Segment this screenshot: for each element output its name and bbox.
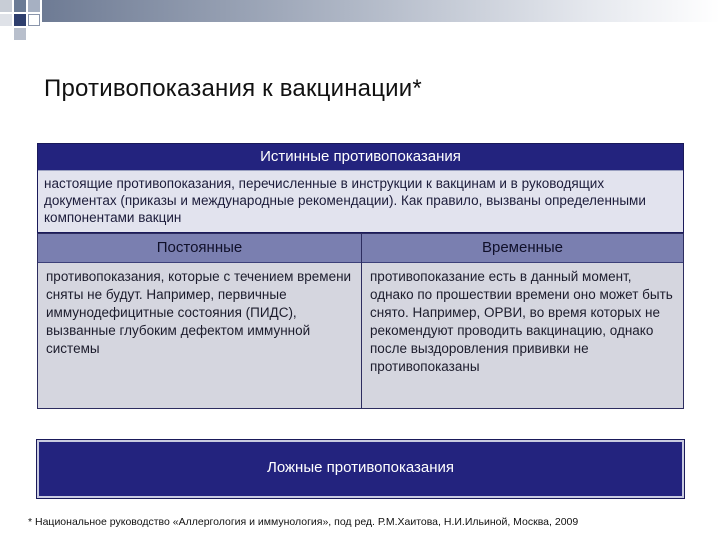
temporary-header: Временные bbox=[362, 234, 683, 263]
decor-square bbox=[14, 0, 26, 12]
page-title: Противопоказания к вакцинации* bbox=[44, 75, 422, 102]
permanent-column bbox=[38, 234, 362, 408]
false-contraindications-header: Ложные противопоказания bbox=[266, 459, 455, 476]
permanent-description: противопоказания, которые с течением времени сняты не будут. Например, первичные иммунодефицитные состояния (ПИДС), вызванные глубоким дефектом иммунной системы bbox=[38, 263, 361, 408]
true-contraindications-panel bbox=[37, 143, 684, 233]
true-contraindications-description: настоящие противопоказания, перечисленные в инструкции к вакцинам и в руководящих документах (приказы и международные рекомендации). Как правило, вызваны определенными компонентами вакцин bbox=[38, 170, 683, 232]
decor-square bbox=[14, 28, 26, 40]
footnote: * Национальное руководство «Аллергология и иммунология», под ред. Р.М.Хаитова, Н.И.Ильиной, Москва, 2009 bbox=[28, 516, 579, 528]
decor-square bbox=[0, 0, 12, 12]
decor-square bbox=[28, 14, 40, 26]
contraindication-types-table bbox=[37, 233, 684, 409]
decor-square bbox=[28, 0, 40, 12]
decor-square bbox=[0, 14, 12, 26]
decor-top-bar bbox=[42, 0, 720, 22]
false-contraindications-panel bbox=[37, 440, 684, 498]
permanent-header: Постоянные bbox=[38, 234, 361, 263]
temporary-description: противопоказание есть в данный момент, однако по прошествии времени оно может быть снято. Например, ОРВИ, во время которых не рекомендуют проводить вакцинацию, однако после выздоровления прививки не противопоказаны bbox=[362, 263, 683, 408]
true-contraindications-header: Истинные противопоказания bbox=[260, 148, 461, 165]
decor-square bbox=[14, 14, 26, 26]
temporary-column bbox=[362, 234, 683, 408]
